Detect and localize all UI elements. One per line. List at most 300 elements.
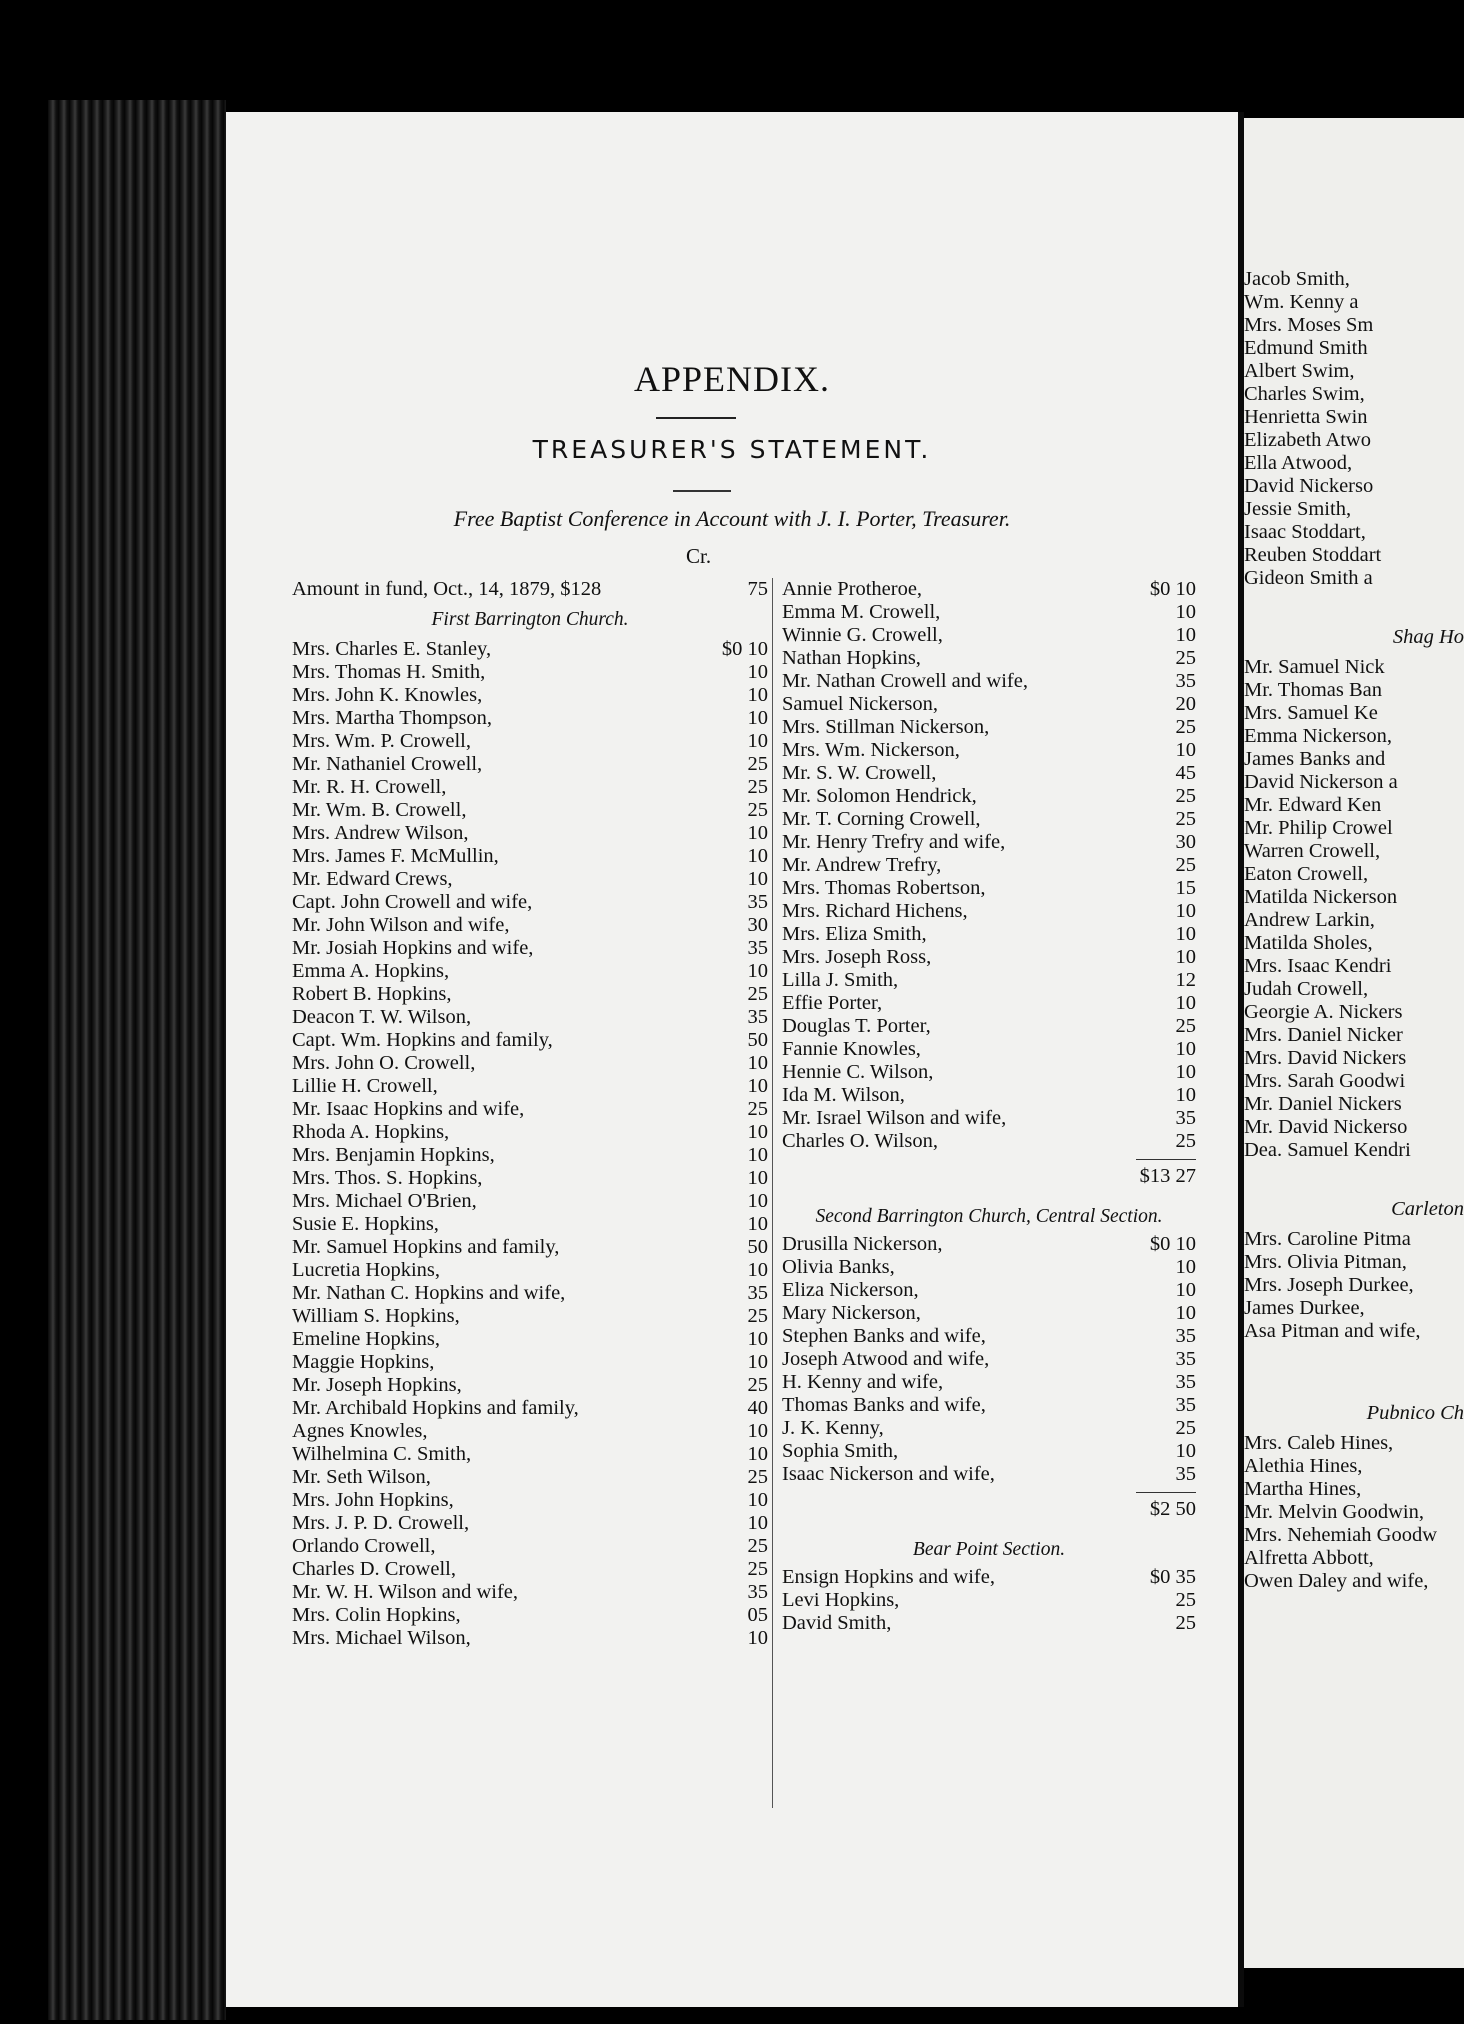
contributor-name: Mrs. Eliza Smith,	[782, 923, 927, 945]
contribution-row	[1244, 1024, 1464, 1047]
contribution-amount: 25	[1175, 785, 1196, 807]
contribution-row	[1244, 521, 1464, 544]
contributor-name: Joseph Atwood and wife,	[782, 1348, 990, 1370]
contributor-name: Gideon Smith a	[1244, 567, 1373, 589]
contribution-row	[782, 647, 1196, 670]
contributor-name: Matilda Nickerson	[1244, 886, 1398, 908]
contribution-amount: 10	[747, 707, 768, 729]
contribution-row	[1244, 544, 1464, 567]
total-rule	[1136, 1159, 1196, 1160]
contributor-name: Isaac Nickerson and wife,	[782, 1463, 995, 1485]
contribution-row	[1244, 817, 1464, 840]
contribution-amount: 10	[747, 1443, 768, 1465]
contributor-name: Mrs. Sarah Goodwi	[1244, 1070, 1406, 1092]
contributor-name: Ella Atwood,	[1244, 452, 1353, 474]
contribution-row	[1244, 748, 1464, 771]
contribution-row	[1244, 978, 1464, 1001]
credit-label: Cr.	[686, 544, 712, 568]
contributor-name: J. K. Kenny,	[782, 1417, 884, 1439]
contribution-row	[292, 822, 768, 845]
contribution-amount: 10	[1175, 923, 1196, 945]
contribution-row	[292, 753, 768, 776]
contributor-name: Jessie Smith,	[1244, 498, 1352, 520]
contribution-row	[292, 661, 768, 684]
contributor-name: Reuben Stoddart	[1244, 544, 1382, 566]
contribution-row	[782, 762, 1196, 785]
contribution-row	[292, 960, 768, 983]
contribution-amount: 35	[747, 1006, 768, 1028]
column-divider	[772, 578, 774, 1808]
contribution-amount: 10	[1175, 1302, 1196, 1324]
contribution-amount: 25	[1175, 1612, 1196, 1634]
contribution-amount: 25	[747, 1535, 768, 1557]
contribution-amount: 10	[747, 1121, 768, 1143]
contribution-amount: 10	[747, 1167, 768, 1189]
contribution-row	[1244, 567, 1464, 590]
contribution-row	[292, 1420, 768, 1443]
contributor-name: Mrs. Michael O'Brien,	[292, 1190, 477, 1212]
contribution-row	[292, 1190, 768, 1213]
contribution-row	[782, 1256, 1196, 1279]
contributor-name: Edmund Smith	[1244, 337, 1368, 359]
contribution-row	[782, 831, 1196, 854]
contribution-row	[782, 1107, 1196, 1130]
contribution-amount: 25	[1175, 808, 1196, 830]
contribution-row	[1244, 840, 1464, 863]
contribution-row	[782, 1566, 1196, 1589]
contribution-amount: 45	[1175, 762, 1196, 784]
contributor-name: Mrs. Thomas H. Smith,	[292, 661, 486, 683]
contributor-name: Mr. Nathaniel Crowell,	[292, 753, 483, 775]
contribution-row	[1244, 1547, 1464, 1570]
blank-line	[1244, 590, 1464, 613]
contribution-row	[292, 1397, 768, 1420]
contribution-row	[292, 1052, 768, 1075]
contribution-row	[782, 1130, 1196, 1153]
section-heading: Shag Ho	[1392, 626, 1464, 648]
contributor-name: Mr. Solomon Hendrick,	[782, 785, 977, 807]
contribution-row	[782, 1440, 1196, 1463]
right-page-fragment	[1244, 118, 1464, 1968]
contribution-row	[292, 1098, 768, 1121]
contributor-name: Mrs. David Nickers	[1244, 1047, 1407, 1069]
contribution-row	[1244, 886, 1464, 909]
page-title: APPENDIX.	[633, 359, 830, 399]
contribution-row	[1244, 771, 1464, 794]
contribution-row	[1244, 1070, 1464, 1093]
contributor-name: Charles D. Crowell,	[292, 1558, 456, 1580]
contribution-row	[782, 1463, 1196, 1486]
contribution-row	[292, 578, 768, 601]
contribution-row	[292, 684, 768, 707]
section-heading: Second Barrington Church, Central Section.	[815, 1206, 1163, 1227]
contribution-row	[1244, 679, 1464, 702]
blank-line	[1244, 1162, 1464, 1185]
contribution-row	[1244, 406, 1464, 429]
contribution-row	[1244, 656, 1464, 679]
contributor-name: Lilla J. Smith,	[782, 969, 899, 991]
contributor-name: Effie Porter,	[782, 992, 883, 1014]
contribution-row	[292, 1006, 768, 1029]
contributor-name: Mr. David Nickerso	[1244, 1116, 1408, 1138]
contribution-row	[782, 1061, 1196, 1084]
contribution-amount: 35	[1175, 1348, 1196, 1370]
contributor-name: Samuel Nickerson,	[782, 693, 938, 715]
contributor-name: Mrs. Daniel Nicker	[1244, 1024, 1403, 1046]
contributor-name: Rhoda A. Hopkins,	[292, 1121, 450, 1143]
contribution-row	[782, 808, 1196, 831]
contribution-amount: 10	[1175, 1440, 1196, 1462]
contributor-name: Charles O. Wilson,	[782, 1130, 938, 1152]
section-heading: Pubnico Ch	[1366, 1402, 1464, 1424]
contribution-amount: 10	[747, 1420, 768, 1442]
contribution-amount: 50	[747, 1029, 768, 1051]
contributor-name: Mr. Henry Trefry and wife,	[782, 831, 1006, 853]
contribution-row	[782, 1038, 1196, 1061]
contributor-name: Stephen Banks and wife,	[782, 1325, 986, 1347]
contribution-row	[782, 969, 1196, 992]
contributor-name: Mr. Samuel Nick	[1244, 656, 1385, 678]
contribution-row	[782, 1325, 1196, 1348]
contribution-amount: 25	[1175, 1130, 1196, 1152]
contribution-amount: 25	[747, 1305, 768, 1327]
contributor-name: Hennie C. Wilson,	[782, 1061, 934, 1083]
contribution-row	[292, 1236, 768, 1259]
contribution-row	[292, 1374, 768, 1397]
contributor-name: Mrs. Caroline Pitma	[1244, 1228, 1411, 1250]
contribution-row	[782, 992, 1196, 1015]
contributor-name: Mr. Melvin Goodwin,	[1244, 1501, 1424, 1523]
contribution-row	[292, 1075, 768, 1098]
contributor-name: Mrs. Wm. P. Crowell,	[292, 730, 472, 752]
contribution-amount: 10	[1175, 946, 1196, 968]
contribution-row	[782, 923, 1196, 946]
contribution-row	[1244, 1001, 1464, 1024]
contribution-amount: 35	[1175, 670, 1196, 692]
contribution-amount: 25	[1175, 647, 1196, 669]
contribution-amount: 10	[747, 822, 768, 844]
contribution-amount: 10	[747, 1052, 768, 1074]
contribution-amount: 10	[1175, 1279, 1196, 1301]
contribution-amount: 35	[747, 1282, 768, 1304]
contributor-name: Mrs. Martha Thompson,	[292, 707, 493, 729]
contribution-amount: 25	[747, 1466, 768, 1488]
contribution-row	[1244, 1047, 1464, 1070]
contribution-row	[292, 1144, 768, 1167]
contributor-name: David Nickerso	[1244, 475, 1374, 497]
contribution-amount: 10	[747, 661, 768, 683]
contribution-amount: 05	[747, 1604, 768, 1626]
contributor-name: Mr. Isaac Hopkins and wife,	[292, 1098, 525, 1120]
contributor-name: Mrs. Wm. Nickerson,	[782, 739, 960, 761]
contributor-name: Mr. Wm. B. Crowell,	[292, 799, 467, 821]
contribution-row	[1244, 1251, 1464, 1274]
contribution-amount: 25	[747, 1558, 768, 1580]
contribution-amount: $0 35	[1149, 1566, 1196, 1588]
account-heading: Free Baptist Conference in Account with J. I. Porter, Treasurer.	[453, 506, 1011, 531]
contributor-name: Jacob Smith,	[1244, 268, 1350, 290]
contribution-row	[1244, 1455, 1464, 1478]
contributor-name: Mrs. John O. Crowell,	[292, 1052, 476, 1074]
contribution-row	[1244, 498, 1464, 521]
contribution-row	[1244, 702, 1464, 725]
contribution-row	[292, 1282, 768, 1305]
contribution-amount: 25	[747, 1098, 768, 1120]
contribution-amount: 35	[747, 937, 768, 959]
contribution-row	[1244, 452, 1464, 475]
contribution-row	[1244, 725, 1464, 748]
contributor-name: Martha Hines,	[1244, 1478, 1362, 1500]
contribution-amount: 20	[1175, 693, 1196, 715]
contributor-name: Wilhelmina C. Smith,	[292, 1443, 472, 1465]
contributor-name: Lucretia Hopkins,	[292, 1259, 441, 1281]
contribution-amount: $0 10	[721, 638, 768, 660]
contribution-row	[782, 946, 1196, 969]
contributor-name: Mr. Israel Wilson and wife,	[782, 1107, 1007, 1129]
subtitle-rule	[673, 490, 731, 492]
contribution-amount: 10	[747, 960, 768, 982]
contributor-name: Mrs. Moses Sm	[1244, 314, 1374, 336]
contributor-name: Emma Nickerson,	[1244, 725, 1393, 747]
contribution-amount: 25	[747, 1374, 768, 1396]
contribution-row	[292, 1604, 768, 1627]
contribution-amount: 35	[1175, 1394, 1196, 1416]
contribution-row	[1244, 291, 1464, 314]
contribution-row	[782, 1371, 1196, 1394]
contribution-amount: 35	[1175, 1463, 1196, 1485]
contribution-row	[292, 638, 768, 661]
contribution-row	[292, 1558, 768, 1581]
contributor-name: Mr. Seth Wilson,	[292, 1466, 431, 1488]
contributor-name: Mr. Archibald Hopkins and family,	[292, 1397, 579, 1419]
contributor-name: Warren Crowell,	[1244, 840, 1381, 862]
contribution-row	[292, 1213, 768, 1236]
contributor-name: Mrs. Thos. S. Hopkins,	[292, 1167, 483, 1189]
contributor-name: Agnes Knowles,	[292, 1420, 428, 1442]
contribution-row	[292, 1029, 768, 1052]
contribution-row	[782, 716, 1196, 739]
contribution-row	[292, 1581, 768, 1604]
contributor-name: Mr. Edward Crews,	[292, 868, 453, 890]
contribution-row	[292, 914, 768, 937]
contribution-row	[292, 799, 768, 822]
contribution-row	[292, 1627, 768, 1650]
middle-column	[782, 578, 1196, 1635]
contributor-name: Mrs. John K. Knowles,	[292, 684, 483, 706]
contribution-amount: 30	[747, 914, 768, 936]
contribution-row	[292, 707, 768, 730]
title-rule	[656, 417, 736, 419]
contribution-amount: 10	[747, 868, 768, 890]
contributor-name: Maggie Hopkins,	[292, 1351, 435, 1373]
contribution-row	[1244, 794, 1464, 817]
contributor-name: Sophia Smith,	[782, 1440, 899, 1462]
contributor-name: Mr. R. H. Crowell,	[292, 776, 447, 798]
contributor-name: Robert B. Hopkins,	[292, 983, 452, 1005]
contribution-amount: 10	[747, 684, 768, 706]
section-total: $2 50	[782, 1498, 1196, 1521]
contribution-row	[1244, 268, 1464, 291]
contributor-name: Albert Swim,	[1244, 360, 1355, 382]
contributor-name: Henrietta Swin	[1244, 406, 1368, 428]
contribution-amount: 25	[747, 776, 768, 798]
contribution-row	[782, 670, 1196, 693]
contributor-name: Georgie A. Nickers	[1244, 1001, 1403, 1023]
contributor-name: Mrs. Richard Hichens,	[782, 900, 968, 922]
contribution-amount: 10	[1175, 900, 1196, 922]
page-subtitle: TREASURER'S STATEMENT.	[532, 435, 932, 464]
contributor-name: Judah Crowell,	[1244, 978, 1369, 1000]
contributor-name: Alethia Hines,	[1244, 1455, 1363, 1477]
contribution-amount: 10	[747, 1512, 768, 1534]
contribution-row	[1244, 1570, 1464, 1593]
contributor-name: Mrs. Thomas Robertson,	[782, 877, 986, 899]
contribution-amount: 10	[747, 730, 768, 752]
contributor-name: Deacon T. W. Wilson,	[292, 1006, 472, 1028]
contribution-amount: 10	[747, 1489, 768, 1511]
contributor-name: H. Kenny and wife,	[782, 1371, 944, 1393]
contribution-row	[292, 776, 768, 799]
contribution-row	[292, 891, 768, 914]
contribution-amount: $0 10	[1149, 578, 1196, 600]
contribution-row	[1244, 1116, 1464, 1139]
contribution-row	[782, 601, 1196, 624]
contributor-name: Mrs. Joseph Ross,	[782, 946, 932, 968]
contribution-row	[292, 868, 768, 891]
contribution-row	[782, 1233, 1196, 1256]
contribution-amount: 10	[747, 1351, 768, 1373]
contribution-row	[292, 1443, 768, 1466]
contribution-amount: 40	[747, 1397, 768, 1419]
contribution-amount: 10	[747, 1075, 768, 1097]
contribution-row	[292, 1535, 768, 1558]
contributor-name: Alfretta Abbott,	[1244, 1547, 1374, 1569]
total-rule	[1136, 1492, 1196, 1493]
contribution-amount: 75	[747, 578, 768, 600]
contributor-name: Dea. Samuel Kendri	[1244, 1139, 1411, 1161]
contributor-name: Emma A. Hopkins,	[292, 960, 450, 982]
contribution-row	[292, 1167, 768, 1190]
contribution-amount: 25	[1175, 1417, 1196, 1439]
contribution-row	[1244, 429, 1464, 452]
contributor-name: Mrs. Colin Hopkins,	[292, 1604, 461, 1626]
contribution-amount: 12	[1175, 969, 1196, 991]
contributor-name: Mr. S. W. Crowell,	[782, 762, 937, 784]
contribution-row	[1244, 360, 1464, 383]
blank-line	[1244, 1366, 1464, 1389]
contributor-name: Mr. Daniel Nickers	[1244, 1093, 1402, 1115]
contribution-row	[292, 1305, 768, 1328]
contribution-row	[782, 1612, 1196, 1635]
left-page	[226, 112, 1238, 2007]
contributor-name: Mrs. John Hopkins,	[292, 1489, 454, 1511]
contributor-name: Mr. Andrew Trefry,	[782, 854, 942, 876]
contribution-row	[1244, 932, 1464, 955]
contributor-name: James Durkee,	[1244, 1297, 1365, 1319]
contributor-name: Mr. Nathan Crowell and wife,	[782, 670, 1028, 692]
right-page-column	[1244, 268, 1464, 1593]
contributor-name: William S. Hopkins,	[292, 1305, 460, 1327]
contributor-name: Mr. W. H. Wilson and wife,	[292, 1581, 519, 1603]
contribution-amount: 35	[747, 1581, 768, 1603]
contributor-name: James Banks and	[1244, 748, 1386, 770]
contribution-row	[782, 854, 1196, 877]
contribution-amount: 50	[747, 1236, 768, 1258]
contribution-row	[1244, 863, 1464, 886]
contribution-row	[292, 1512, 768, 1535]
contribution-amount: 10	[1175, 739, 1196, 761]
contributor-name: Emeline Hopkins,	[292, 1328, 441, 1350]
contributor-name: Matilda Sholes,	[1244, 932, 1373, 954]
contributor-name: Eliza Nickerson,	[782, 1279, 919, 1301]
contribution-row	[782, 1348, 1196, 1371]
contribution-amount: 10	[1175, 1256, 1196, 1278]
contributor-name: Mr. Joseph Hopkins,	[292, 1374, 462, 1396]
contribution-amount: 10	[747, 845, 768, 867]
contributor-name: Asa Pitman and wife,	[1244, 1320, 1421, 1342]
contributor-name: Emma M. Crowell,	[782, 601, 941, 623]
contributor-name: Isaac Stoddart,	[1244, 521, 1366, 543]
contributor-name: Nathan Hopkins,	[782, 647, 921, 669]
contribution-row	[292, 1466, 768, 1489]
contributor-name: Mrs. Isaac Kendri	[1244, 955, 1392, 977]
contributor-name: Mr. Thomas Ban	[1244, 679, 1382, 701]
contributor-name: Ensign Hopkins and wife,	[782, 1566, 995, 1588]
contribution-amount: 10	[1175, 601, 1196, 623]
contribution-row	[782, 693, 1196, 716]
contribution-amount: 10	[1175, 1061, 1196, 1083]
contributor-name: Mr. Samuel Hopkins and family,	[292, 1236, 560, 1258]
contribution-amount: 10	[747, 1213, 768, 1235]
contribution-amount: 35	[1175, 1325, 1196, 1347]
contribution-amount: 15	[1175, 877, 1196, 899]
contributor-name: David Smith,	[782, 1612, 892, 1634]
contributor-name: Mrs. Joseph Durkee,	[1244, 1274, 1414, 1296]
contributor-name: Mr. John Wilson and wife,	[292, 914, 510, 936]
contribution-row	[782, 1015, 1196, 1038]
contribution-amount: 10	[747, 1190, 768, 1212]
contribution-row	[1244, 1432, 1464, 1455]
contributor-name: Lillie H. Crowell,	[292, 1075, 438, 1097]
section-heading: Bear Point Section.	[912, 1539, 1066, 1560]
contribution-row	[1244, 955, 1464, 978]
contributor-name: Mrs. Andrew Wilson,	[292, 822, 469, 844]
contribution-amount: 10	[1175, 624, 1196, 646]
contributor-name: Mrs. Nehemiah Goodw	[1244, 1524, 1438, 1546]
contribution-amount: 10	[1175, 992, 1196, 1014]
contributor-name: Wm. Kenny a	[1244, 291, 1359, 313]
contributor-name: Mrs. Benjamin Hopkins,	[292, 1144, 495, 1166]
contributor-name: Mrs. Charles E. Stanley,	[292, 638, 492, 660]
contribution-row	[782, 739, 1196, 762]
contributor-name: Mrs. Caleb Hines,	[1244, 1432, 1394, 1454]
contributor-name: Ida M. Wilson,	[782, 1084, 905, 1106]
contribution-amount: 10	[747, 1328, 768, 1350]
contributor-name: Olivia Banks,	[782, 1256, 895, 1278]
contribution-row	[1244, 475, 1464, 498]
contribution-row	[782, 1302, 1196, 1325]
contribution-row	[292, 730, 768, 753]
contributor-name: Drusilla Nickerson,	[782, 1233, 943, 1255]
contribution-amount: 35	[1175, 1371, 1196, 1393]
contributor-name: Mr. Philip Crowel	[1244, 817, 1393, 839]
contribution-row	[292, 845, 768, 868]
contribution-amount: 25	[747, 753, 768, 775]
contribution-amount: 10	[747, 1144, 768, 1166]
contribution-row	[782, 1417, 1196, 1440]
contribution-row	[292, 1328, 768, 1351]
contribution-row	[292, 937, 768, 960]
